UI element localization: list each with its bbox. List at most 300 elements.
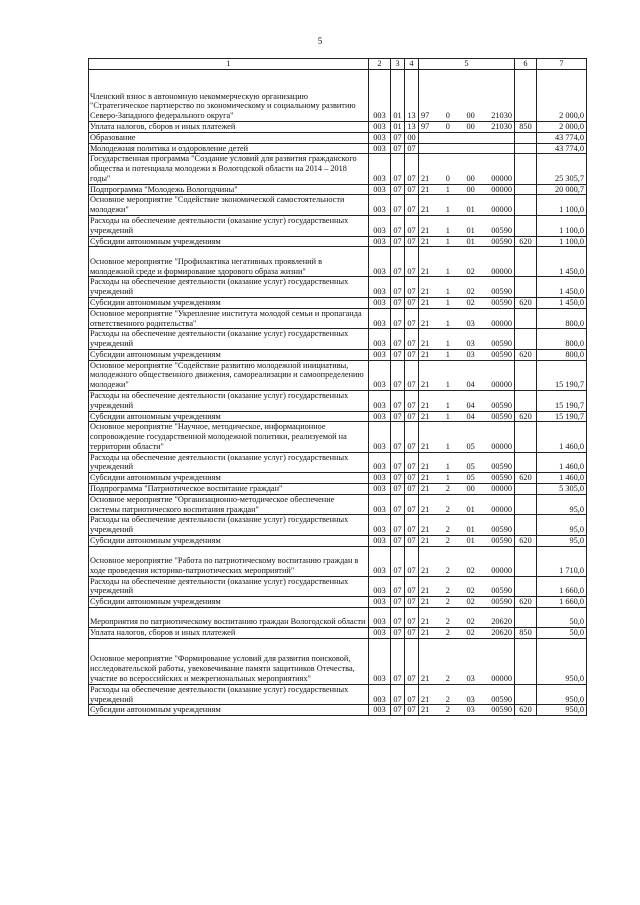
ministry-code-cell: 003 bbox=[369, 277, 391, 298]
target-article-program: 21 bbox=[421, 705, 430, 715]
row-name-cell: Основное мероприятие "Научное, методическое, информационное сопровождение государственной молодежной политики, реализуемой на территории области" bbox=[89, 422, 369, 452]
target-article-program: 21 bbox=[421, 173, 430, 183]
table-row bbox=[89, 515, 587, 536]
target-article-code bbox=[419, 412, 514, 422]
row-name-cell: Основное мероприятие "Работа по патриотическому воспитанию граждан в ходе проведения историко-патриотических мероприятий" bbox=[89, 546, 369, 576]
subsection-code-cell: 07 bbox=[405, 422, 419, 452]
expense-type-cell bbox=[515, 576, 537, 597]
ministry-code-cell: 003 bbox=[369, 597, 391, 608]
target-article-subprogram: 1 bbox=[445, 400, 450, 410]
table-row bbox=[89, 597, 587, 608]
row-name-cell: Уплата налогов, сборов и иных платежей bbox=[89, 122, 369, 133]
target-article-event: 02 bbox=[466, 628, 475, 638]
subsection-code-cell: 07 bbox=[405, 329, 419, 350]
header-cell-section: 3 bbox=[391, 59, 405, 70]
target-article-code bbox=[419, 536, 514, 546]
subsection-code-cell: 07 bbox=[405, 705, 419, 716]
table-header bbox=[89, 59, 587, 70]
section-code-cell: 07 bbox=[391, 329, 405, 350]
target-article-direction: 00590 bbox=[491, 597, 512, 607]
target-article-subprogram: 2 bbox=[445, 617, 450, 627]
amount-cell: 800,0 bbox=[537, 308, 587, 329]
page-number: 5 bbox=[317, 36, 323, 46]
target-article-subprogram: 1 bbox=[445, 349, 450, 359]
amount-cell: 95,0 bbox=[537, 535, 587, 546]
section-code-cell: 07 bbox=[391, 684, 405, 705]
target-article-cell bbox=[419, 597, 515, 608]
expense-type-cell bbox=[515, 308, 537, 329]
table-body bbox=[89, 70, 587, 716]
row-name-cell: Расходы на обеспечение деятельности (оказание услуг) государственных учреждений bbox=[89, 390, 369, 411]
target-article-direction: 00000 bbox=[491, 266, 512, 276]
expense-type-cell: 850 bbox=[515, 628, 537, 639]
target-article-cell bbox=[419, 390, 515, 411]
row-name-cell: Подпрограмма "Патриотическое воспитание граждан" bbox=[89, 484, 369, 495]
section-code-cell: 07 bbox=[391, 143, 405, 154]
target-article-event: 00 bbox=[466, 173, 475, 183]
subsection-code-cell: 07 bbox=[405, 576, 419, 597]
ministry-code-cell: 003 bbox=[369, 122, 391, 133]
section-code-cell: 07 bbox=[391, 576, 405, 597]
ministry-code-cell: 003 bbox=[369, 308, 391, 329]
subsection-code-cell: 13 bbox=[405, 70, 419, 122]
subsection-code-cell: 07 bbox=[405, 236, 419, 247]
row-name-cell: Расходы на обеспечение деятельности (оказание услуг) государственных учреждений bbox=[89, 277, 369, 298]
row-name-cell: Молодежная политика и оздоровление детей bbox=[89, 143, 369, 154]
target-article-program: 21 bbox=[421, 380, 430, 390]
target-article-subprogram: 1 bbox=[445, 441, 450, 451]
table-row bbox=[89, 608, 587, 628]
expense-type-cell: 850 bbox=[515, 122, 537, 133]
target-article-program: 21 bbox=[421, 535, 430, 545]
section-code-cell: 01 bbox=[391, 122, 405, 133]
amount-cell: 1 100,0 bbox=[537, 216, 587, 237]
row-name-cell: Государственная программа "Создание условий для развития гражданского общества и потенциала молодежи в Вологодской области на 2014 – 2018 годы" bbox=[89, 154, 369, 184]
target-article-code bbox=[419, 597, 514, 607]
target-article-event: 05 bbox=[466, 462, 475, 472]
amount-cell: 950,0 bbox=[537, 684, 587, 705]
target-article-code bbox=[419, 566, 514, 576]
subsection-code-cell: 07 bbox=[405, 184, 419, 195]
row-name-cell: Субсидии автономным учреждениям bbox=[89, 411, 369, 422]
ministry-code-cell: 003 bbox=[369, 236, 391, 247]
target-article-code bbox=[419, 442, 514, 452]
expense-type-cell bbox=[515, 608, 537, 628]
target-article-subprogram: 2 bbox=[445, 586, 450, 596]
table-row bbox=[89, 390, 587, 411]
header-cell-expense-type: 6 bbox=[515, 59, 537, 70]
target-article-event: 01 bbox=[466, 525, 475, 535]
amount-cell: 1 450,0 bbox=[537, 297, 587, 308]
subsection-code-cell: 07 bbox=[405, 597, 419, 608]
header-cell-subsection: 4 bbox=[405, 59, 419, 70]
target-article-direction: 00590 bbox=[491, 349, 512, 359]
expense-type-cell: 620 bbox=[515, 236, 537, 247]
target-article-program: 21 bbox=[421, 266, 430, 276]
target-article-cell bbox=[419, 535, 515, 546]
target-article-direction: 00590 bbox=[491, 586, 512, 596]
subsection-code-cell: 07 bbox=[405, 484, 419, 495]
subsection-code-cell: 07 bbox=[405, 494, 419, 515]
table-row bbox=[89, 184, 587, 195]
target-article-direction: 00590 bbox=[491, 400, 512, 410]
section-code-cell: 07 bbox=[391, 546, 405, 576]
target-article-subprogram: 0 bbox=[445, 173, 450, 183]
target-article-subprogram: 2 bbox=[445, 504, 450, 514]
row-name-cell: Субсидии автономным учреждениям bbox=[89, 236, 369, 247]
target-article-code bbox=[419, 237, 514, 247]
table-row bbox=[89, 236, 587, 247]
subsection-code-cell: 07 bbox=[405, 154, 419, 184]
amount-cell: 950,0 bbox=[537, 705, 587, 716]
target-article-direction: 00590 bbox=[491, 411, 512, 421]
target-article-direction: 00590 bbox=[491, 236, 512, 246]
section-code-cell: 07 bbox=[391, 535, 405, 546]
target-article-code bbox=[419, 628, 514, 638]
target-article-cell bbox=[419, 515, 515, 536]
target-article-program: 21 bbox=[421, 504, 430, 514]
target-article-program: 21 bbox=[421, 400, 430, 410]
section-code-cell: 07 bbox=[391, 452, 405, 473]
target-article-code bbox=[419, 319, 514, 329]
table-row bbox=[89, 70, 587, 122]
row-name-cell: Субсидии автономным учреждениям bbox=[89, 535, 369, 546]
subsection-code-cell: 07 bbox=[405, 452, 419, 473]
target-article-program: 21 bbox=[421, 565, 430, 575]
section-code-cell: 07 bbox=[391, 515, 405, 536]
ministry-code-cell: 003 bbox=[369, 247, 391, 277]
expense-type-cell bbox=[515, 132, 537, 143]
section-code-cell: 07 bbox=[391, 308, 405, 329]
expense-type-cell: 620 bbox=[515, 597, 537, 608]
target-article-program: 97 bbox=[421, 122, 430, 131]
target-article-subprogram: 2 bbox=[445, 694, 450, 704]
ministry-code-cell: 003 bbox=[369, 349, 391, 360]
row-name-cell: Основное мероприятие "Профилактика негативных проявлений в молодежной среде и формирование здорового образа жизни" bbox=[89, 247, 369, 277]
header-row bbox=[89, 59, 587, 70]
subsection-code-cell: 13 bbox=[405, 122, 419, 133]
subsection-code-cell: 07 bbox=[405, 535, 419, 546]
target-article-cell bbox=[419, 247, 515, 277]
subsection-code-cell: 07 bbox=[405, 216, 419, 237]
ministry-code-cell: 003 bbox=[369, 154, 391, 184]
ministry-code-cell: 003 bbox=[369, 452, 391, 473]
target-article-program: 21 bbox=[421, 318, 430, 328]
section-code-cell: 07 bbox=[391, 195, 405, 216]
ministry-code-cell: 003 bbox=[369, 422, 391, 452]
table-row bbox=[89, 277, 587, 298]
row-name-cell: Субсидии автономным учреждениям bbox=[89, 297, 369, 308]
row-name-cell: Членский взнос в автономную некоммерческую организацию "Стратегическое партнерство по экономическому и социальному развитию Северо-Западного федерального округа" bbox=[89, 70, 369, 122]
target-article-program: 21 bbox=[421, 473, 430, 483]
target-article-event: 02 bbox=[466, 586, 475, 596]
target-article-code bbox=[419, 111, 514, 121]
target-article-program: 21 bbox=[421, 441, 430, 451]
target-article-event: 03 bbox=[466, 694, 475, 704]
target-article-code bbox=[419, 339, 514, 349]
table-row bbox=[89, 684, 587, 705]
subsection-code-cell: 07 bbox=[405, 628, 419, 639]
target-article-cell bbox=[419, 638, 515, 684]
section-code-cell: 07 bbox=[391, 597, 405, 608]
target-article-subprogram: 1 bbox=[445, 339, 450, 349]
section-code-cell: 07 bbox=[391, 705, 405, 716]
expense-type-cell bbox=[515, 484, 537, 495]
target-article-event: 05 bbox=[466, 473, 475, 483]
amount-cell: 15 190,7 bbox=[537, 411, 587, 422]
ministry-code-cell: 003 bbox=[369, 360, 391, 390]
target-article-code bbox=[419, 525, 514, 535]
target-article-program: 21 bbox=[421, 297, 430, 307]
row-name-cell: Расходы на обеспечение деятельности (оказание услуг) государственных учреждений bbox=[89, 515, 369, 536]
subsection-code-cell: 07 bbox=[405, 684, 419, 705]
row-name-cell: Субсидии автономным учреждениям bbox=[89, 473, 369, 484]
row-name-cell: Расходы на обеспечение деятельности (оказание услуг) государственных учреждений bbox=[89, 329, 369, 350]
target-article-subprogram: 1 bbox=[445, 473, 450, 483]
ministry-code-cell: 003 bbox=[369, 132, 391, 143]
section-code-cell: 07 bbox=[391, 628, 405, 639]
target-article-direction: 20620 bbox=[491, 617, 512, 627]
expense-type-cell bbox=[515, 247, 537, 277]
table-row bbox=[89, 349, 587, 360]
target-article-direction: 00000 bbox=[491, 318, 512, 328]
target-article-subprogram: 1 bbox=[445, 380, 450, 390]
target-article-subprogram: 1 bbox=[445, 225, 450, 235]
target-article-event: 02 bbox=[466, 297, 475, 307]
header-cell-amount: 7 bbox=[537, 59, 587, 70]
target-article-program: 97 bbox=[421, 111, 430, 121]
amount-cell: 15 190,7 bbox=[537, 360, 587, 390]
expense-type-cell: 620 bbox=[515, 411, 537, 422]
target-article-subprogram: 2 bbox=[445, 628, 450, 638]
table-row bbox=[89, 705, 587, 716]
table-row bbox=[89, 132, 587, 143]
target-article-program: 21 bbox=[421, 349, 430, 359]
ministry-code-cell: 003 bbox=[369, 195, 391, 216]
section-code-cell: 07 bbox=[391, 638, 405, 684]
target-article-program: 21 bbox=[421, 225, 430, 235]
target-article-code bbox=[419, 586, 514, 596]
amount-cell: 2 000,0 bbox=[537, 70, 587, 122]
target-article-event: 04 bbox=[466, 411, 475, 421]
target-article-cell bbox=[419, 422, 515, 452]
target-article-program: 21 bbox=[421, 287, 430, 297]
target-article-event: 02 bbox=[466, 597, 475, 607]
target-article-subprogram: 0 bbox=[445, 122, 450, 131]
target-article-cell bbox=[419, 154, 515, 184]
subsection-code-cell: 07 bbox=[405, 247, 419, 277]
expense-type-cell bbox=[515, 390, 537, 411]
ministry-code-cell: 003 bbox=[369, 184, 391, 195]
section-code-cell: 01 bbox=[391, 70, 405, 122]
target-article-code bbox=[419, 226, 514, 236]
row-name-cell: Основное мероприятие "Содействие развитию молодежной инициативы, молодежного общественного движения, самореализации и самоопределению молодежи" bbox=[89, 360, 369, 390]
target-article-cell bbox=[419, 277, 515, 298]
target-article-program: 21 bbox=[421, 339, 430, 349]
target-article-code bbox=[419, 674, 514, 684]
target-article-program: 21 bbox=[421, 586, 430, 596]
target-article-event: 02 bbox=[466, 266, 475, 276]
amount-cell: 43 774,0 bbox=[537, 132, 587, 143]
target-article-cell bbox=[419, 473, 515, 484]
target-article-direction: 00000 bbox=[491, 205, 512, 215]
target-article-direction: 00590 bbox=[491, 694, 512, 704]
ministry-code-cell: 003 bbox=[369, 473, 391, 484]
header-cell-target-article: 5 bbox=[419, 59, 515, 70]
subsection-code-cell: 07 bbox=[405, 546, 419, 576]
table-row bbox=[89, 411, 587, 422]
expense-type-cell: 620 bbox=[515, 535, 537, 546]
target-article-cell bbox=[419, 329, 515, 350]
subsection-code-cell: 00 bbox=[405, 132, 419, 143]
ministry-code-cell: 003 bbox=[369, 608, 391, 628]
ministry-code-cell: 003 bbox=[369, 70, 391, 122]
table-row bbox=[89, 154, 587, 184]
target-article-event: 04 bbox=[466, 380, 475, 390]
target-article-direction: 00590 bbox=[491, 705, 512, 715]
section-code-cell: 07 bbox=[391, 277, 405, 298]
table-row bbox=[89, 535, 587, 546]
target-article-subprogram: 2 bbox=[445, 565, 450, 575]
ministry-code-cell: 003 bbox=[369, 484, 391, 495]
target-article-subprogram: 1 bbox=[445, 266, 450, 276]
row-name-cell: Расходы на обеспечение деятельности (оказание услуг) государственных учреждений bbox=[89, 684, 369, 705]
target-article-code bbox=[419, 205, 514, 215]
table-row bbox=[89, 143, 587, 154]
table-row bbox=[89, 247, 587, 277]
subsection-code-cell: 07 bbox=[405, 515, 419, 536]
target-article-subprogram: 0 bbox=[445, 111, 450, 121]
target-article-event: 03 bbox=[466, 339, 475, 349]
subsection-code-cell: 07 bbox=[405, 195, 419, 216]
target-article-cell bbox=[419, 576, 515, 597]
amount-cell: 20 000,7 bbox=[537, 184, 587, 195]
expense-type-cell bbox=[515, 422, 537, 452]
row-name-cell: Субсидии автономным учреждениям bbox=[89, 597, 369, 608]
section-code-cell: 07 bbox=[391, 154, 405, 184]
target-article-direction: 00590 bbox=[491, 462, 512, 472]
target-article-event: 03 bbox=[466, 674, 475, 684]
amount-cell: 15 190,7 bbox=[537, 390, 587, 411]
table-row bbox=[89, 628, 587, 639]
subsection-code-cell: 07 bbox=[405, 411, 419, 422]
target-article-cell bbox=[419, 143, 515, 154]
target-article-direction: 00000 bbox=[491, 565, 512, 575]
row-name-cell: Субсидии автономным учреждениям bbox=[89, 705, 369, 716]
target-article-code bbox=[419, 267, 514, 277]
target-article-subprogram: 1 bbox=[445, 462, 450, 472]
target-article-subprogram: 1 bbox=[445, 411, 450, 421]
table-row bbox=[89, 297, 587, 308]
amount-cell: 2 000,0 bbox=[537, 122, 587, 133]
target-article-program: 21 bbox=[421, 597, 430, 607]
target-article-event: 00 bbox=[466, 111, 475, 121]
section-code-cell: 07 bbox=[391, 411, 405, 422]
target-article-subprogram: 2 bbox=[445, 705, 450, 715]
target-article-direction: 00000 bbox=[491, 504, 512, 514]
target-article-program: 21 bbox=[421, 184, 430, 194]
target-article-event: 01 bbox=[466, 225, 475, 235]
ministry-code-cell: 003 bbox=[369, 684, 391, 705]
target-article-subprogram: 1 bbox=[445, 297, 450, 307]
row-name-cell: Основное мероприятие "Формирование условий для развития поисковой, исследовательской работы, увековечивание памяти защитников Отечества, участие во всероссийских и межрегиональных мероприятиях" bbox=[89, 638, 369, 684]
amount-cell: 800,0 bbox=[537, 329, 587, 350]
target-article-cell bbox=[419, 308, 515, 329]
target-article-event: 03 bbox=[466, 705, 475, 715]
target-article-subprogram: 2 bbox=[445, 674, 450, 684]
section-code-cell: 07 bbox=[391, 297, 405, 308]
target-article-cell bbox=[419, 70, 515, 122]
section-code-cell: 07 bbox=[391, 473, 405, 484]
ministry-code-cell: 003 bbox=[369, 216, 391, 237]
amount-cell: 25 305,7 bbox=[537, 154, 587, 184]
target-article-cell bbox=[419, 705, 515, 716]
amount-cell: 800,0 bbox=[537, 349, 587, 360]
target-article-cell bbox=[419, 452, 515, 473]
target-article-cell bbox=[419, 546, 515, 576]
amount-cell: 1 660,0 bbox=[537, 576, 587, 597]
target-article-cell bbox=[419, 132, 515, 143]
target-article-event: 00 bbox=[466, 184, 475, 194]
target-article-code bbox=[419, 505, 514, 515]
table-row bbox=[89, 494, 587, 515]
target-article-subprogram: 2 bbox=[445, 597, 450, 607]
target-article-code bbox=[419, 185, 514, 195]
target-article-direction: 00590 bbox=[491, 525, 512, 535]
ministry-code-cell: 003 bbox=[369, 329, 391, 350]
target-article-direction: 00000 bbox=[491, 184, 512, 194]
ministry-code-cell: 003 bbox=[369, 535, 391, 546]
target-article-direction: 00590 bbox=[491, 339, 512, 349]
amount-cell: 1 460,0 bbox=[537, 422, 587, 452]
expense-type-cell: 620 bbox=[515, 349, 537, 360]
table-row bbox=[89, 452, 587, 473]
subsection-code-cell: 07 bbox=[405, 308, 419, 329]
target-article-subprogram: 1 bbox=[445, 318, 450, 328]
target-article-program: 21 bbox=[421, 462, 430, 472]
target-article-event: 02 bbox=[466, 617, 475, 627]
target-article-code bbox=[419, 401, 514, 411]
section-code-cell: 07 bbox=[391, 247, 405, 277]
section-code-cell: 07 bbox=[391, 484, 405, 495]
target-article-event: 03 bbox=[466, 349, 475, 359]
row-name-cell: Уплата налогов, сборов и иных платежей bbox=[89, 628, 369, 639]
subsection-code-cell: 07 bbox=[405, 638, 419, 684]
section-code-cell: 07 bbox=[391, 494, 405, 515]
section-code-cell: 07 bbox=[391, 216, 405, 237]
subsection-code-cell: 07 bbox=[405, 360, 419, 390]
section-code-cell: 07 bbox=[391, 422, 405, 452]
target-article-direction: 00590 bbox=[491, 297, 512, 307]
expense-type-cell bbox=[515, 360, 537, 390]
target-article-code bbox=[419, 473, 514, 483]
row-name-cell: Расходы на обеспечение деятельности (оказание услуг) государственных учреждений bbox=[89, 576, 369, 597]
table-row bbox=[89, 360, 587, 390]
section-code-cell: 07 bbox=[391, 132, 405, 143]
ministry-code-cell: 003 bbox=[369, 411, 391, 422]
table-row bbox=[89, 576, 587, 597]
target-article-code bbox=[419, 122, 514, 132]
target-article-code bbox=[419, 695, 514, 705]
amount-cell: 1 450,0 bbox=[537, 247, 587, 277]
target-article-direction: 00590 bbox=[491, 473, 512, 483]
amount-cell: 5 305,0 bbox=[537, 484, 587, 495]
target-article-direction: 21030 bbox=[491, 111, 512, 121]
amount-cell: 950,0 bbox=[537, 638, 587, 684]
target-article-program: 21 bbox=[421, 628, 430, 638]
row-name-cell: Образование bbox=[89, 132, 369, 143]
expense-type-cell bbox=[515, 216, 537, 237]
